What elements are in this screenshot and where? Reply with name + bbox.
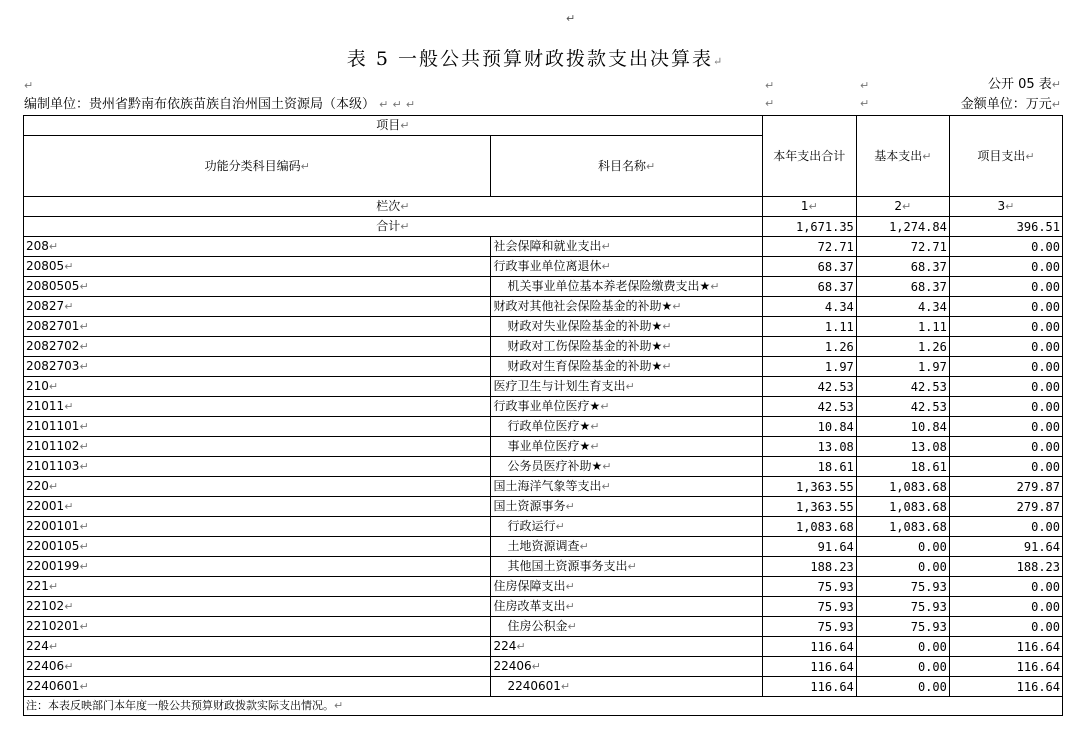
row-project-exp: 0.00 bbox=[949, 317, 1062, 337]
row-basic: 42.53 bbox=[856, 397, 949, 417]
row-total: 68.37 bbox=[762, 277, 856, 297]
row-code: 2082703↵ bbox=[24, 357, 491, 377]
row-code: 2240601↵ bbox=[24, 677, 491, 697]
row-basic: 75.93 bbox=[856, 577, 949, 597]
row-project-exp: 0.00 bbox=[949, 437, 1062, 457]
sum-label: 合计↵ bbox=[24, 217, 763, 237]
table-note: 注：本表反映部门本年度一般公共预算财政拨款实际支出情况。↵ bbox=[24, 697, 1063, 716]
row-total: 116.64 bbox=[762, 677, 856, 697]
row-project-exp: 0.00 bbox=[949, 297, 1062, 317]
table-row bbox=[24, 537, 1063, 557]
row-project-exp: 91.64 bbox=[949, 537, 1062, 557]
doc-number: 公开 05 表↵ bbox=[987, 77, 1061, 92]
row-name: 医疗卫生与计划生育支出↵ bbox=[491, 377, 762, 397]
row-total: 1.97 bbox=[762, 357, 856, 377]
row-total: 10.84 bbox=[762, 417, 856, 437]
row-total: 1,363.55 bbox=[762, 477, 856, 497]
row-basic: 0.00 bbox=[856, 557, 949, 577]
expenditure-table bbox=[23, 115, 1063, 716]
row-code: 20805↵ bbox=[24, 257, 491, 277]
row-name: 22406↵ bbox=[491, 657, 762, 677]
row-name: 2240601↵ bbox=[491, 677, 762, 697]
table-row bbox=[24, 457, 1063, 477]
row-project-exp: 0.00 bbox=[949, 237, 1062, 257]
row-code: 20827↵ bbox=[24, 297, 491, 317]
row-code: 2101102↵ bbox=[24, 437, 491, 457]
header-basic: 基本支出↵ bbox=[856, 116, 949, 197]
table-row bbox=[24, 677, 1063, 697]
row-code: 221↵ bbox=[24, 577, 491, 597]
table-row bbox=[24, 257, 1063, 277]
row-basic: 1.26 bbox=[856, 337, 949, 357]
row-total: 72.71 bbox=[762, 237, 856, 257]
row-project-exp: 0.00 bbox=[949, 257, 1062, 277]
row-project-exp: 0.00 bbox=[949, 277, 1062, 297]
row-basic: 0.00 bbox=[856, 637, 949, 657]
row-project-exp: 279.87 bbox=[949, 477, 1062, 497]
row-code: 22102↵ bbox=[24, 597, 491, 617]
row-total: 1,083.68 bbox=[762, 517, 856, 537]
row-code: 210↵ bbox=[24, 377, 491, 397]
row-project-exp: 116.64 bbox=[949, 637, 1062, 657]
row-basic: 1,083.68 bbox=[856, 477, 949, 497]
table-row bbox=[24, 577, 1063, 597]
table-row bbox=[24, 497, 1063, 517]
row-total: 188.23 bbox=[762, 557, 856, 577]
col-index-3: 3↵ bbox=[949, 197, 1062, 217]
row-basic: 1,083.68 bbox=[856, 517, 949, 537]
table-row bbox=[24, 417, 1063, 437]
row-basic: 1.11 bbox=[856, 317, 949, 337]
row-basic: 72.71 bbox=[856, 237, 949, 257]
row-basic: 1,083.68 bbox=[856, 497, 949, 517]
row-name: 其他国土资源事务支出↵ bbox=[491, 557, 762, 577]
sum-basic: 1,274.84 bbox=[856, 217, 949, 237]
table-row bbox=[24, 317, 1063, 337]
row-basic: 75.93 bbox=[856, 597, 949, 617]
row-code: 2101101↵ bbox=[24, 417, 491, 437]
row-basic: 13.08 bbox=[856, 437, 949, 457]
row-code: 2200101↵ bbox=[24, 517, 491, 537]
row-code: 2200199↵ bbox=[24, 557, 491, 577]
row-code: 220↵ bbox=[24, 477, 491, 497]
row-total: 4.34 bbox=[762, 297, 856, 317]
paragraph-mark: ↵ bbox=[860, 79, 870, 92]
row-project-exp: 279.87 bbox=[949, 497, 1062, 517]
row-basic: 0.00 bbox=[856, 677, 949, 697]
row-name: 财政对工伤保险基金的补助★↵ bbox=[491, 337, 762, 357]
row-code: 2080505↵ bbox=[24, 277, 491, 297]
row-total: 1,363.55 bbox=[762, 497, 856, 517]
row-name: 财政对其他社会保险基金的补助★↵ bbox=[491, 297, 762, 317]
paragraph-mark: ↵ bbox=[712, 55, 725, 68]
row-total: 13.08 bbox=[762, 437, 856, 457]
row-code: 224↵ bbox=[24, 637, 491, 657]
row-code: 2101103↵ bbox=[24, 457, 491, 477]
table-row bbox=[24, 597, 1063, 617]
row-code: 2200105↵ bbox=[24, 537, 491, 557]
table-row bbox=[24, 397, 1063, 417]
row-name: 财政对生育保险基金的补助★↵ bbox=[491, 357, 762, 377]
header-project: 项目↵ bbox=[24, 116, 763, 136]
table-row bbox=[24, 657, 1063, 677]
row-basic: 68.37 bbox=[856, 277, 949, 297]
row-code: 2082701↵ bbox=[24, 317, 491, 337]
row-project-exp: 0.00 bbox=[949, 577, 1062, 597]
row-basic: 68.37 bbox=[856, 257, 949, 277]
row-total: 42.53 bbox=[762, 377, 856, 397]
row-code: 22001↵ bbox=[24, 497, 491, 517]
row-name: 机关事业单位基本养老保险缴费支出★↵ bbox=[491, 277, 762, 297]
page-title: 表 5 一般公共预算财政拨款支出决算表↵ bbox=[346, 48, 725, 70]
table-row bbox=[24, 437, 1063, 457]
row-total: 18.61 bbox=[762, 457, 856, 477]
row-name: 住房保障支出↵ bbox=[491, 577, 762, 597]
row-name: 国土海洋气象等支出↵ bbox=[491, 477, 762, 497]
paragraph-mark: ↵ bbox=[765, 97, 775, 110]
paragraph-mark: ↵ bbox=[566, 12, 576, 25]
row-project-exp: 116.64 bbox=[949, 677, 1062, 697]
row-name: 事业单位医疗★↵ bbox=[491, 437, 762, 457]
table-row bbox=[24, 237, 1063, 257]
row-name: 行政事业单位离退休↵ bbox=[491, 257, 762, 277]
row-basic: 4.34 bbox=[856, 297, 949, 317]
row-project-exp: 0.00 bbox=[949, 377, 1062, 397]
header-project-exp: 项目支出↵ bbox=[949, 116, 1062, 197]
row-name: 土地资源调查↵ bbox=[491, 537, 762, 557]
row-code: 2082702↵ bbox=[24, 337, 491, 357]
col-index-1: 1↵ bbox=[762, 197, 856, 217]
table-row bbox=[24, 617, 1063, 637]
compiling-unit: 编制单位：贵州省黔南布依族苗族自治州国土资源局（本级） ↵ ↵ ↵ bbox=[24, 97, 416, 112]
row-project-exp: 0.00 bbox=[949, 417, 1062, 437]
row-name: 公务员医疗补助★↵ bbox=[491, 457, 762, 477]
row-project-exp: 116.64 bbox=[949, 657, 1062, 677]
table-note-row bbox=[24, 697, 1063, 716]
sum-total: 1,671.35 bbox=[762, 217, 856, 237]
row-total: 1.26 bbox=[762, 337, 856, 357]
row-basic: 1.97 bbox=[856, 357, 949, 377]
row-total: 42.53 bbox=[762, 397, 856, 417]
row-basic: 10.84 bbox=[856, 417, 949, 437]
row-project-exp: 0.00 bbox=[949, 597, 1062, 617]
row-name: 224↵ bbox=[491, 637, 762, 657]
row-name: 行政运行↵ bbox=[491, 517, 762, 537]
row-project-exp: 0.00 bbox=[949, 397, 1062, 417]
row-project-exp: 0.00 bbox=[949, 357, 1062, 377]
row-name: 国土资源事务↵ bbox=[491, 497, 762, 517]
row-total: 91.64 bbox=[762, 537, 856, 557]
table-row bbox=[24, 517, 1063, 537]
row-project-exp: 0.00 bbox=[949, 617, 1062, 637]
row-total: 75.93 bbox=[762, 617, 856, 637]
row-project-exp: 0.00 bbox=[949, 517, 1062, 537]
row-index-label: 栏次↵ bbox=[24, 197, 763, 217]
col-index-2: 2↵ bbox=[856, 197, 949, 217]
row-project-exp: 0.00 bbox=[949, 337, 1062, 357]
row-basic: 0.00 bbox=[856, 657, 949, 677]
paragraph-mark: ↵ bbox=[860, 97, 870, 110]
row-project-exp: 0.00 bbox=[949, 457, 1062, 477]
row-total: 116.64 bbox=[762, 657, 856, 677]
row-total: 1.11 bbox=[762, 317, 856, 337]
table-row bbox=[24, 297, 1063, 317]
table-row bbox=[24, 277, 1063, 297]
row-name: 财政对失业保险基金的补助★↵ bbox=[491, 317, 762, 337]
table-row bbox=[24, 557, 1063, 577]
row-total: 68.37 bbox=[762, 257, 856, 277]
money-unit: 金额单位：万元↵ bbox=[960, 97, 1061, 112]
header-code: 功能分类科目编码↵ bbox=[24, 136, 491, 197]
table-row bbox=[24, 337, 1063, 357]
row-name: 行政事业单位医疗★↵ bbox=[491, 397, 762, 417]
row-basic: 0.00 bbox=[856, 537, 949, 557]
row-code: 21011↵ bbox=[24, 397, 491, 417]
header-name: 科目名称↵ bbox=[491, 136, 762, 197]
row-basic: 75.93 bbox=[856, 617, 949, 637]
paragraph-mark: ↵ bbox=[24, 79, 34, 92]
table-row bbox=[24, 477, 1063, 497]
paragraph-mark: ↵ bbox=[765, 79, 775, 92]
row-total: 116.64 bbox=[762, 637, 856, 657]
sum-project-exp: 396.51 bbox=[949, 217, 1062, 237]
row-total: 75.93 bbox=[762, 597, 856, 617]
row-code: 22406↵ bbox=[24, 657, 491, 677]
row-project-exp: 188.23 bbox=[949, 557, 1062, 577]
row-total: 75.93 bbox=[762, 577, 856, 597]
table-row bbox=[24, 357, 1063, 377]
row-name: 社会保障和就业支出↵ bbox=[491, 237, 762, 257]
row-code: 2210201↵ bbox=[24, 617, 491, 637]
header-total: 本年支出合计 bbox=[762, 116, 856, 197]
row-name: 住房改革支出↵ bbox=[491, 597, 762, 617]
row-name: 住房公积金↵ bbox=[491, 617, 762, 637]
row-name: 行政单位医疗★↵ bbox=[491, 417, 762, 437]
table-row bbox=[24, 377, 1063, 397]
table-row bbox=[24, 637, 1063, 657]
row-basic: 42.53 bbox=[856, 377, 949, 397]
row-code: 208↵ bbox=[24, 237, 491, 257]
row-basic: 18.61 bbox=[856, 457, 949, 477]
